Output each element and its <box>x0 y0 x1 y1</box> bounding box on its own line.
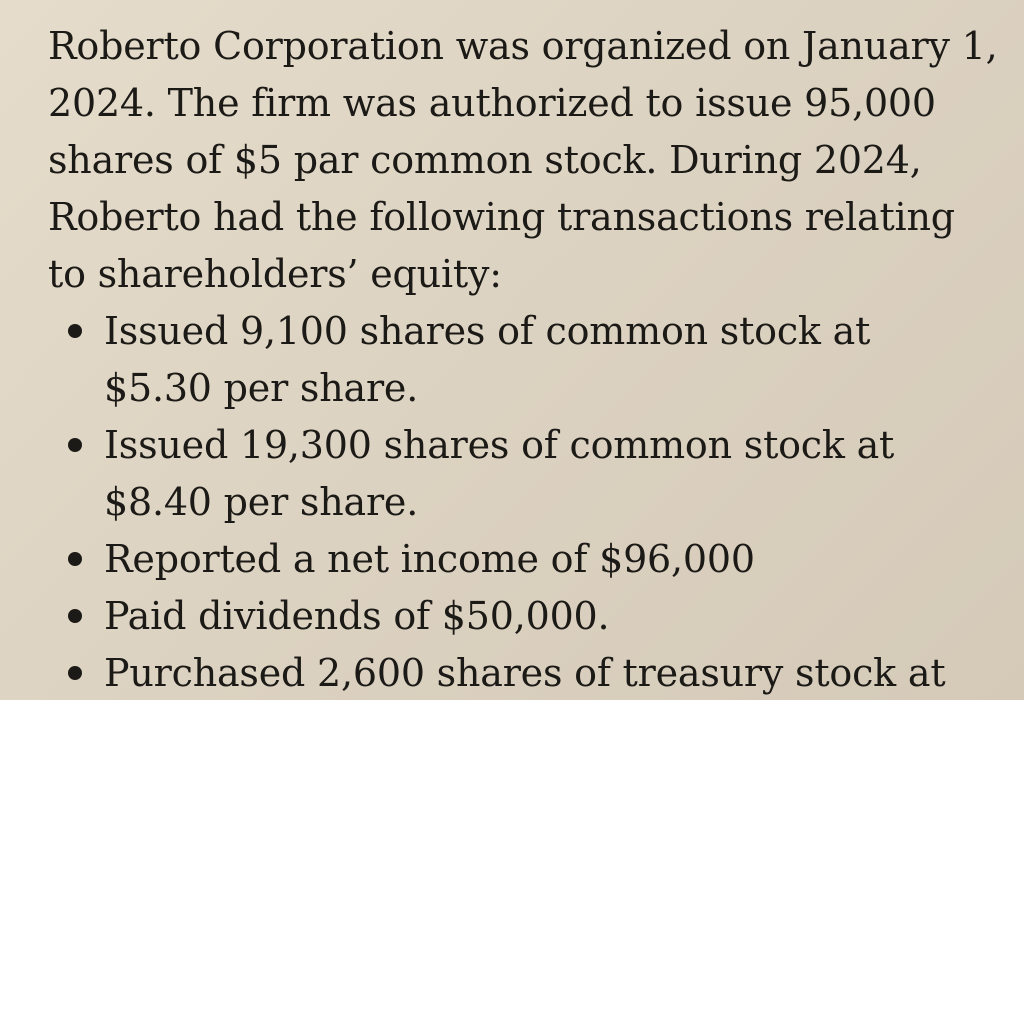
list-item <box>48 303 1008 417</box>
problem-text <box>48 18 1008 700</box>
transaction-list <box>48 303 1008 700</box>
bullet-text-line: Issued 19,300 shares of common stock at <box>104 423 895 467</box>
bullet-icon <box>68 552 82 566</box>
bullet-icon <box>68 438 82 452</box>
blank-area <box>0 700 1024 1024</box>
intro-line: to shareholders’ equity: <box>48 252 502 296</box>
list-item <box>48 417 1008 531</box>
list-item <box>48 588 1008 645</box>
bullet-text-line: Purchased 2,600 shares of treasury stock at <box>104 651 946 695</box>
list-item <box>48 645 1008 700</box>
list-item <box>48 531 1008 588</box>
bullet-icon <box>68 666 82 680</box>
bullet-icon <box>68 324 82 338</box>
intro-line: Roberto Corporation was organized on January 1, <box>48 24 998 68</box>
bullet-text-line: Issued 9,100 shares of common stock at <box>104 309 871 353</box>
intro-line: 2024. The firm was authorized to issue 95,000 <box>48 81 936 125</box>
bullet-text-line: $8.40 per share. <box>104 480 419 524</box>
bullet-text-line: $5.30 per share. <box>104 366 419 410</box>
bullet-text-line: Reported a net income of $96,000 <box>104 537 755 581</box>
bullet-text-line: Paid dividends of $50,000. <box>104 594 610 638</box>
bullet-icon <box>68 609 82 623</box>
intro-line: Roberto had the following transactions relating <box>48 195 955 239</box>
intro-line: shares of $5 par common stock. During 2024, <box>48 138 922 182</box>
